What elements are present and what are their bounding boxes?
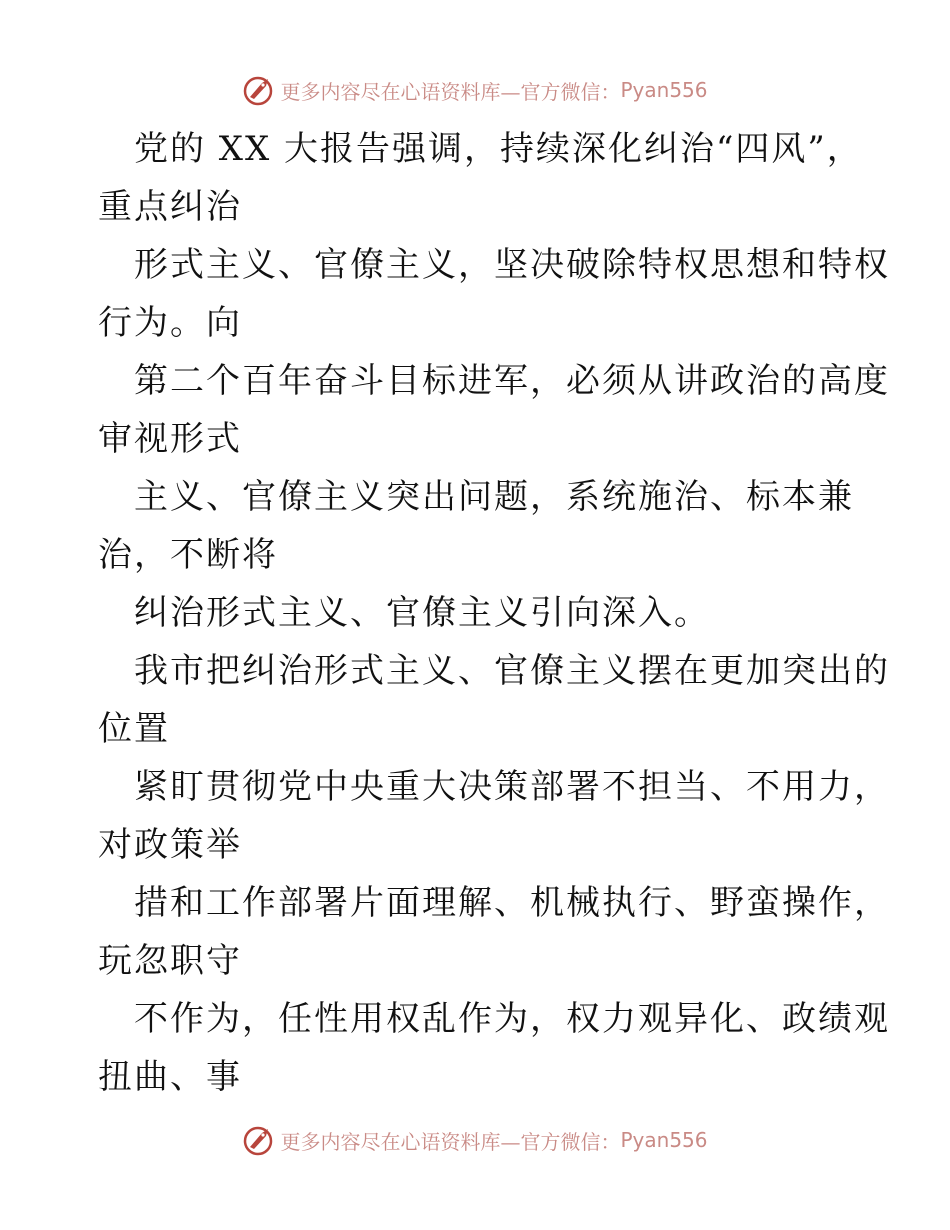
text-line: 治，不断将 <box>98 535 278 575</box>
watermark-handle: Pyan556 <box>620 1128 708 1152</box>
watermark-handle: Pyan556 <box>620 78 708 102</box>
watermark-text: 更多内容尽在心语资料库—官方微信： <box>280 1129 621 1154</box>
document-body <box>98 120 890 1106</box>
text-line: 玩忽职守 <box>98 941 242 981</box>
text-line: 党的 XX 大报告强调，持续深化纠治“四风”， <box>134 129 863 169</box>
text-line: 对政策举 <box>98 825 242 865</box>
text-line: 纠治形式主义、官僚主义引向深入。 <box>134 593 710 633</box>
text-line: 主义、官僚主义突出问题，系统施治、标本兼 <box>134 477 854 517</box>
text-line: 形式主义、官僚主义，坚决破除特权思想和特权 <box>134 245 890 285</box>
text-line: 第二个百年奋斗目标进军，必须从讲政治的高度 <box>134 361 890 401</box>
text-line: 紧盯贯彻党中央重大决策部署不担当、不用力， <box>134 767 890 807</box>
watermark-text: 更多内容尽在心语资料库—官方微信： <box>280 79 621 104</box>
text-line: 我市把纠治形式主义、官僚主义摆在更加突出的 <box>134 651 890 691</box>
footer-watermark <box>0 1120 950 1160</box>
pen-nib-logo-icon <box>242 1123 276 1157</box>
text-line: 位置 <box>98 709 170 749</box>
text-line: 不作为，任性用权乱作为，权力观异化、政绩观 <box>134 999 890 1039</box>
text-line: 审视形式 <box>98 419 242 459</box>
text-line: 措和工作部署片面理解、机械执行、野蛮操作， <box>134 883 890 923</box>
text-line: 扭曲、事 <box>98 1057 242 1097</box>
pen-nib-logo-icon <box>242 73 276 107</box>
header-watermark <box>0 70 950 110</box>
text-line: 行为。向 <box>98 303 242 343</box>
text-line: 重点纠治 <box>98 187 242 227</box>
